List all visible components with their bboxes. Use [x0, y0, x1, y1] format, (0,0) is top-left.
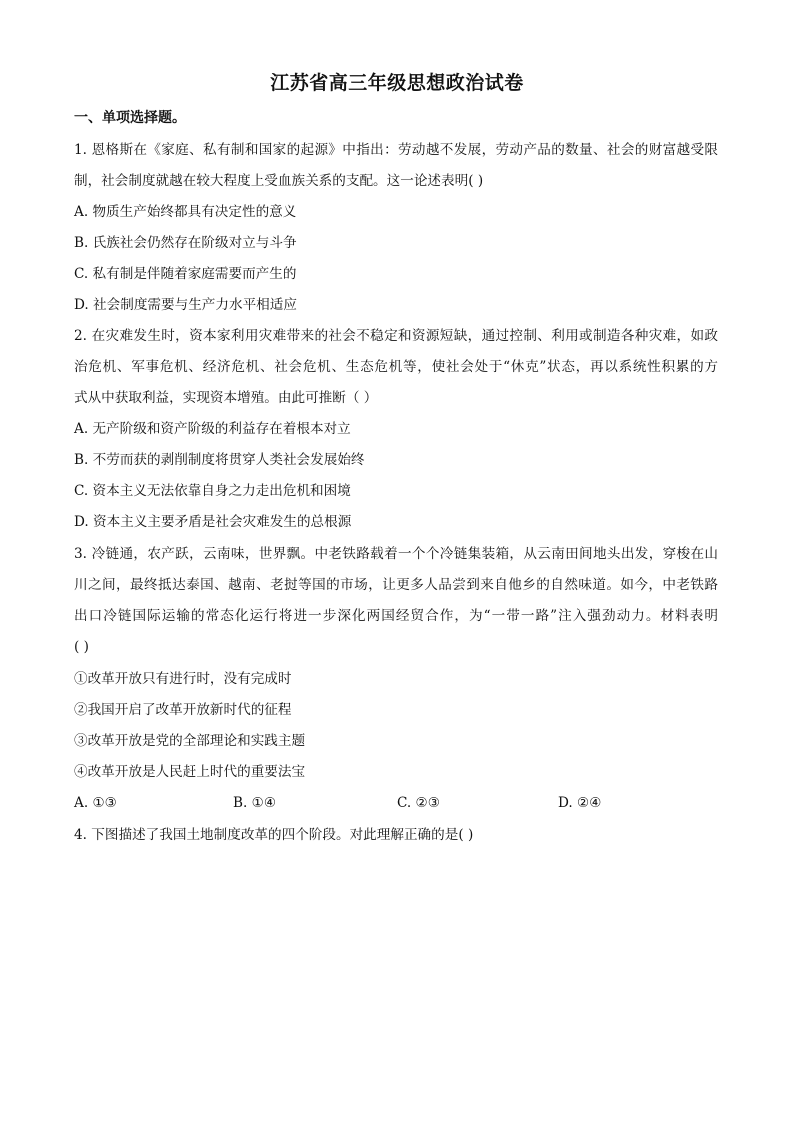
q3-stem-line-3: 出口冷链国际运输的常态化运行将进一步深化两国经贸合作，为“一带一路”注入强劲动力。材料表明 — [74, 608, 718, 624]
exam-title: 江苏省高三年级思想政治试卷 — [270, 72, 524, 94]
q2-stem-line-3: 式从中获取利益，实现资本增殖。由此可推断（ ） — [74, 390, 378, 406]
q1-stem-line-1: 1. 恩格斯在《家庭、私有制和国家的起源》中指出：劳动越不发展，劳动产品的数量、社会的财富越受限 — [74, 142, 718, 158]
q2-option-d: D. 资本主义主要矛盾是社会灾难发生的总根源 — [74, 514, 352, 530]
q3-option-d: D. ②④ — [558, 795, 602, 811]
q3-option-c: C. ②③ — [397, 795, 440, 811]
q3-item-1: ①改革开放只有进行时，没有完成时 — [74, 671, 292, 687]
q3-item-4: ④改革开放是人民赶上时代的重要法宝 — [74, 764, 306, 780]
q3-option-b: B. ①④ — [233, 795, 277, 811]
q3-options-row — [74, 794, 718, 812]
q1-stem-line-2: 制，社会制度就越在较大程度上受血族关系的支配。这一论述表明( ) — [74, 173, 484, 189]
q3-stem-line-2: 川之间，最终抵达泰国、越南、老挝等国的市场，让更多人品尝到来自他乡的自然味道。如今，中老铁路 — [74, 577, 718, 593]
q1-option-a: A. 物质生产始终都具有决定性的意义 — [74, 204, 297, 220]
q3-item-2: ②我国开启了改革开放新时代的征程 — [74, 702, 292, 718]
q3-stem-line-1: 3. 冷链通，农产跃，云南味，世界飘。中老铁路载着一个个冷链集装箱，从云南田间地头出发，穿梭在山 — [74, 546, 718, 562]
q2-stem-line-1: 2. 在灾难发生时，资本家利用灾难带来的社会不稳定和资源短缺，通过控制、利用或制造各种灾难，如政 — [74, 328, 718, 344]
q1-option-c: C. 私有制是伴随着家庭需要而产生的 — [74, 266, 297, 282]
q2-option-c: C. 资本主义无法依靠自身之力走出危机和困境 — [74, 483, 351, 499]
q2-stem-line-2: 治危机、军事危机、经济危机、社会危机、生态危机等，使社会处于“休克”状态，再以系统性积累的方 — [74, 359, 718, 375]
q3-option-a: A. ①③ — [74, 795, 117, 811]
q3-item-3: ③改革开放是党的全部理论和实践主题 — [74, 733, 306, 749]
q2-option-b: B. 不劳而获的剥削制度将贯穿人类社会发展始终 — [74, 452, 365, 468]
q2-option-a: A. 无产阶级和资产阶级的利益存在着根本对立 — [74, 421, 351, 437]
q4-stem-line-1: 4. 下图描述了我国土地制度改革的四个阶段。对此理解正确的是( ) — [74, 827, 474, 843]
q1-option-d: D. 社会制度需要与生产力水平相适应 — [74, 297, 297, 313]
q3-stem-line-4: ( ) — [74, 639, 89, 655]
q1-option-b: B. 氏族社会仍然存在阶级对立与斗争 — [74, 235, 297, 251]
section-heading: 一、单项选择题。 — [74, 110, 186, 126]
